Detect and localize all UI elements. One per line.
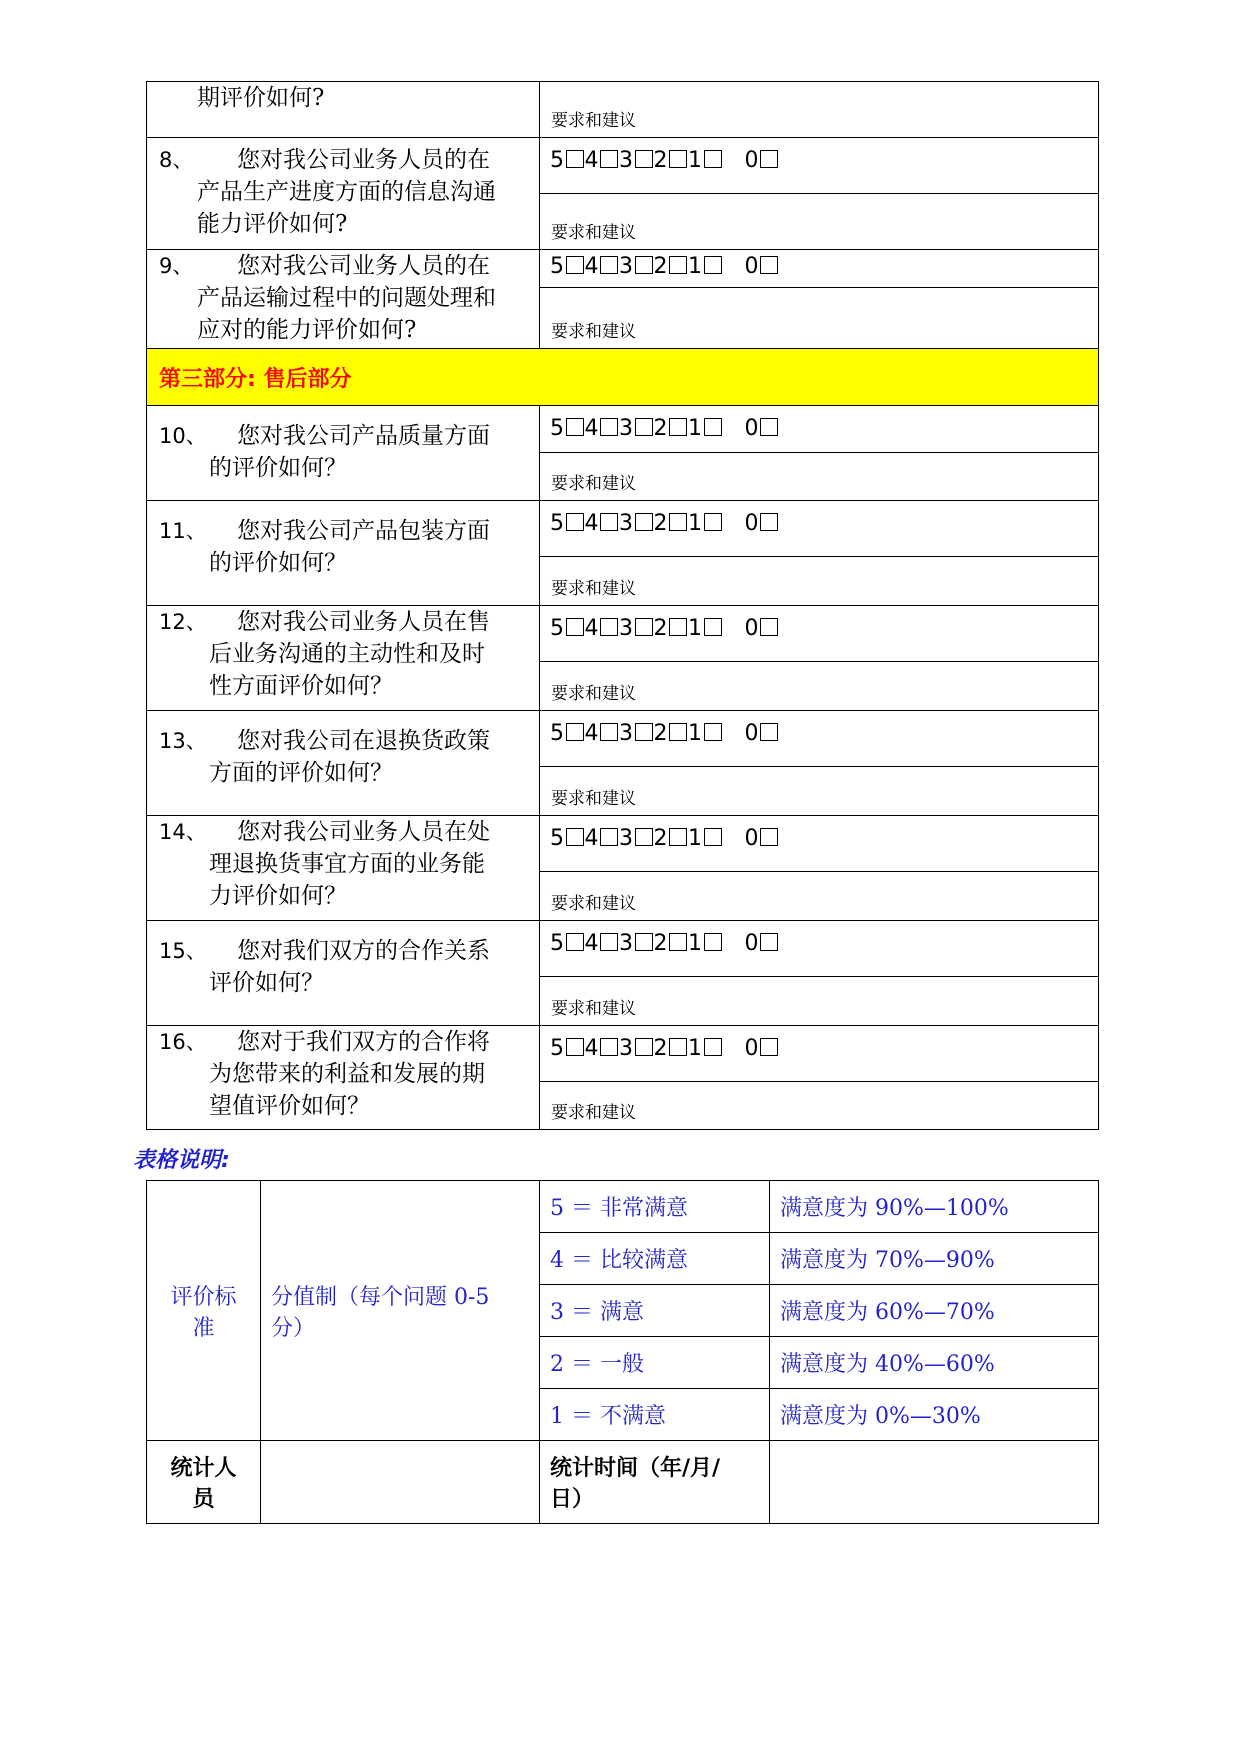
- rating-value: 4: [584, 148, 599, 173]
- rating-value: 5: [550, 826, 565, 851]
- rating-value: 2: [653, 416, 668, 441]
- rating-value: 5: [550, 721, 565, 746]
- question-text: 性方面评价如何？: [209, 673, 393, 699]
- question-cell: [147, 1026, 540, 1130]
- rating-value: 0: [744, 931, 759, 956]
- suggestion-label: 要求和建议: [551, 223, 636, 243]
- scoring-method: [261, 1181, 540, 1441]
- table-row: [147, 1441, 1099, 1524]
- stat-time-label: [540, 1441, 770, 1524]
- survey-table: [146, 81, 1099, 1130]
- legend-table: [146, 1180, 1099, 1524]
- score-level: 2 ＝ 一般: [540, 1337, 770, 1389]
- checkbox[interactable]: [669, 723, 687, 741]
- table-row: [147, 1181, 1099, 1233]
- rating-scale[interactable]: [540, 606, 1099, 662]
- rating-scale[interactable]: [540, 501, 1099, 557]
- checkbox[interactable]: [566, 513, 584, 531]
- suggestion-label: 要求和建议: [551, 322, 636, 342]
- question-text: 产品运输过程中的问题处理和: [197, 285, 496, 311]
- question-text: 您对我公司业务人员的在: [237, 253, 490, 279]
- question-number: 16、: [159, 1030, 207, 1054]
- checkbox[interactable]: [669, 618, 687, 636]
- checkbox[interactable]: [600, 256, 618, 274]
- rating-value: 2: [653, 254, 668, 279]
- checkbox[interactable]: [600, 828, 618, 846]
- checkbox[interactable]: [704, 513, 722, 531]
- checkbox[interactable]: [635, 933, 653, 951]
- checkbox[interactable]: [669, 828, 687, 846]
- rating-value: 4: [584, 721, 599, 746]
- score-level: 1 ＝ 不满意: [540, 1389, 770, 1441]
- question-text: 您对我公司在退换货政策: [237, 728, 490, 754]
- criteria-label-line: 准: [192, 1315, 215, 1341]
- rating-scale[interactable]: [540, 711, 1099, 767]
- question-text: 您对于我们双方的合作将: [237, 1029, 490, 1055]
- checkbox[interactable]: [669, 933, 687, 951]
- question-cell: [147, 606, 540, 711]
- stat-person-line: 统计人: [170, 1456, 237, 1481]
- suggestion-field[interactable]: [540, 767, 1099, 816]
- question-text: 应对的能力评价如何?: [197, 317, 417, 343]
- rating-value: 1: [688, 254, 703, 279]
- score-level: 4 ＝ 比较满意: [540, 1233, 770, 1285]
- suggestion-label: 要求和建议: [551, 1103, 636, 1123]
- checkbox[interactable]: [600, 418, 618, 436]
- question-number: 8、: [159, 148, 194, 172]
- suggestion-field[interactable]: [540, 872, 1099, 921]
- checkbox[interactable]: [669, 256, 687, 274]
- rating-value: 4: [584, 826, 599, 851]
- scoring-method-line: 分值制（每个问题 0-5: [271, 1284, 490, 1310]
- notes-title: 表格说明:: [133, 1148, 230, 1173]
- checkbox[interactable]: [760, 150, 778, 168]
- checkbox[interactable]: [669, 418, 687, 436]
- criteria-label: [147, 1181, 261, 1441]
- rating-value: 0: [744, 1036, 759, 1061]
- checkbox[interactable]: [669, 150, 687, 168]
- suggestion-field[interactable]: [540, 662, 1099, 711]
- checkbox[interactable]: [600, 723, 618, 741]
- rating-value: 5: [550, 511, 565, 536]
- checkbox[interactable]: [635, 723, 653, 741]
- checkbox[interactable]: [600, 513, 618, 531]
- criteria-label-line: 评价标: [170, 1284, 237, 1310]
- checkbox[interactable]: [566, 256, 584, 274]
- checkbox[interactable]: [760, 933, 778, 951]
- rating-scale[interactable]: [540, 921, 1099, 977]
- rating-value: 1: [688, 616, 703, 641]
- checkbox[interactable]: [566, 150, 584, 168]
- question-text: 您对我公司业务人员在处: [237, 819, 490, 845]
- rating-value: 0: [744, 416, 759, 441]
- checkbox[interactable]: [704, 723, 722, 741]
- checkbox[interactable]: [635, 513, 653, 531]
- rating-value: 2: [653, 616, 668, 641]
- satisfaction-range: 满意度为 60%—70%: [770, 1285, 1099, 1337]
- table-row: [147, 921, 1099, 977]
- rating-value: 3: [619, 721, 634, 746]
- rating-value: 5: [550, 148, 565, 173]
- rating-value: 0: [744, 721, 759, 746]
- checkbox[interactable]: [760, 256, 778, 274]
- table-row: [147, 606, 1099, 662]
- rating-value: 2: [653, 721, 668, 746]
- checkbox[interactable]: [760, 418, 778, 436]
- table-row: [147, 406, 1099, 453]
- rating-scale[interactable]: [540, 816, 1099, 872]
- satisfaction-range: 满意度为 70%—90%: [770, 1233, 1099, 1285]
- checkbox[interactable]: [600, 1038, 618, 1056]
- stat-person-field[interactable]: [261, 1441, 540, 1524]
- rating-value: 3: [619, 616, 634, 641]
- checkbox[interactable]: [704, 933, 722, 951]
- question-text: 的评价如何？: [209, 550, 347, 576]
- rating-value: 1: [688, 721, 703, 746]
- rating-value: 2: [653, 826, 668, 851]
- suggestion-field[interactable]: [540, 453, 1099, 501]
- table-row: [147, 1026, 1099, 1082]
- checkbox[interactable]: [760, 1038, 778, 1056]
- stat-time-line: 统计时间（年/月/: [550, 1456, 721, 1481]
- table-row: [147, 82, 1099, 138]
- question-text: 理退换货事宜方面的业务能: [209, 851, 485, 877]
- rating-value: 0: [744, 254, 759, 279]
- table-row: [147, 711, 1099, 767]
- rating-value: 1: [688, 931, 703, 956]
- question-number: 15、: [159, 939, 207, 963]
- rating-value: 1: [688, 511, 703, 536]
- satisfaction-range: 满意度为 0%—30%: [770, 1389, 1099, 1441]
- rating-value: 4: [584, 254, 599, 279]
- table-row: [147, 816, 1099, 872]
- suggestion-label: 要求和建议: [551, 789, 636, 809]
- suggestion-label: 要求和建议: [551, 999, 636, 1019]
- checkbox[interactable]: [704, 150, 722, 168]
- suggestion-field[interactable]: [540, 977, 1099, 1026]
- question-number: 9、: [159, 254, 194, 278]
- question-number: 11、: [159, 519, 207, 543]
- checkbox[interactable]: [566, 828, 584, 846]
- section-title: 第三部分: 售后部分: [147, 349, 1099, 406]
- rating-value: 0: [744, 826, 759, 851]
- rating-value: 1: [688, 148, 703, 173]
- rating-value: 3: [619, 416, 634, 441]
- checkbox[interactable]: [760, 513, 778, 531]
- question-text: 评价如何？: [209, 970, 324, 996]
- question-text: 望值评价如何？: [209, 1093, 370, 1119]
- suggestion-label: 要求和建议: [551, 111, 636, 131]
- rating-value: 3: [619, 826, 634, 851]
- checkbox[interactable]: [566, 1038, 584, 1056]
- checkbox[interactable]: [635, 618, 653, 636]
- suggestion-field[interactable]: [540, 557, 1099, 606]
- question-cell: [147, 816, 540, 921]
- rating-value: 1: [688, 1036, 703, 1061]
- question-cell: [147, 406, 540, 501]
- satisfaction-range: 满意度为 40%—60%: [770, 1337, 1099, 1389]
- rating-value: 1: [688, 416, 703, 441]
- rating-value: 5: [550, 931, 565, 956]
- rating-value: 0: [744, 616, 759, 641]
- rating-value: 2: [653, 931, 668, 956]
- suggestion-field[interactable]: [540, 287, 1099, 348]
- rating-value: 0: [744, 511, 759, 536]
- table-row: [147, 501, 1099, 557]
- suggestion-field[interactable]: [540, 1082, 1099, 1130]
- score-level: 3 ＝ 满意: [540, 1285, 770, 1337]
- checkbox[interactable]: [760, 723, 778, 741]
- rating-scale[interactable]: [540, 1026, 1099, 1082]
- suggestion-field[interactable]: [540, 82, 1099, 138]
- checkbox[interactable]: [704, 256, 722, 274]
- section-header: [147, 349, 1099, 406]
- stat-person-label: [147, 1441, 261, 1524]
- table-row: [147, 250, 1099, 288]
- question-text: 方面的评价如何？: [209, 760, 393, 786]
- checkbox[interactable]: [566, 418, 584, 436]
- question-cell: [147, 138, 540, 250]
- checkbox[interactable]: [600, 618, 618, 636]
- question-text: 力评价如何？: [209, 883, 347, 909]
- rating-value: 3: [619, 1036, 634, 1061]
- rating-value: 2: [653, 511, 668, 536]
- rating-value: 3: [619, 931, 634, 956]
- question-text: 您对我们双方的合作关系: [237, 938, 490, 964]
- stat-person-line: 员: [192, 1487, 215, 1512]
- checkbox[interactable]: [566, 618, 584, 636]
- suggestion-label: 要求和建议: [551, 474, 636, 494]
- checkbox[interactable]: [635, 1038, 653, 1056]
- checkbox[interactable]: [704, 828, 722, 846]
- rating-value: 3: [619, 511, 634, 536]
- rating-value: 3: [619, 148, 634, 173]
- checkbox[interactable]: [635, 828, 653, 846]
- checkbox[interactable]: [635, 256, 653, 274]
- checkbox[interactable]: [704, 1038, 722, 1056]
- rating-value: 4: [584, 511, 599, 536]
- checkbox[interactable]: [635, 418, 653, 436]
- score-level: 5 ＝ 非常满意: [540, 1181, 770, 1233]
- question-text: 的评价如何？: [209, 455, 347, 481]
- rating-value: 5: [550, 616, 565, 641]
- checkbox[interactable]: [704, 618, 722, 636]
- rating-value: 4: [584, 931, 599, 956]
- stat-time-field[interactable]: [770, 1441, 1099, 1524]
- question-text: 您对我公司业务人员在售: [237, 609, 490, 635]
- rating-value: 3: [619, 254, 634, 279]
- checkbox[interactable]: [635, 150, 653, 168]
- checkbox[interactable]: [669, 1038, 687, 1056]
- question-text: 能力评价如何?: [197, 211, 348, 237]
- question-text: 后业务沟通的主动性和及时: [209, 641, 485, 667]
- question-number: 13、: [159, 729, 207, 753]
- question-text: 为您带来的利益和发展的期: [209, 1061, 485, 1087]
- question-number: 12、: [159, 610, 207, 634]
- checkbox[interactable]: [566, 723, 584, 741]
- rating-value: 5: [550, 416, 565, 441]
- checkbox[interactable]: [669, 513, 687, 531]
- rating-value: 4: [584, 416, 599, 441]
- rating-value: 0: [744, 148, 759, 173]
- question-text: 您对我公司业务人员的在: [237, 147, 490, 173]
- rating-value: 4: [584, 1036, 599, 1061]
- question-cell: [147, 82, 540, 138]
- rating-value: 1: [688, 826, 703, 851]
- question-number: 10、: [159, 424, 207, 448]
- suggestion-field[interactable]: [540, 194, 1099, 250]
- satisfaction-range: 满意度为 90%—100%: [770, 1181, 1099, 1233]
- table-row: [147, 138, 1099, 194]
- checkbox[interactable]: [704, 418, 722, 436]
- question-cell: [147, 711, 540, 816]
- question-text: 您对我公司产品质量方面: [237, 423, 490, 449]
- question-text: 您对我公司产品包装方面: [237, 518, 490, 544]
- rating-value: 4: [584, 616, 599, 641]
- question-cell: [147, 501, 540, 606]
- checkbox[interactable]: [600, 933, 618, 951]
- question-cell: [147, 921, 540, 1026]
- question-text: 产品生产进度方面的信息沟通: [197, 179, 496, 205]
- checkbox[interactable]: [566, 933, 584, 951]
- rating-scale[interactable]: [540, 138, 1099, 194]
- rating-value: 5: [550, 254, 565, 279]
- question-cell: [147, 250, 540, 349]
- question-number: 14、: [159, 820, 207, 844]
- rating-scale[interactable]: [540, 250, 1099, 288]
- question-text: 期评价如何?: [197, 85, 325, 111]
- suggestion-label: 要求和建议: [551, 579, 636, 599]
- checkbox[interactable]: [760, 828, 778, 846]
- checkbox[interactable]: [760, 618, 778, 636]
- rating-scale[interactable]: [540, 406, 1099, 453]
- rating-value: 2: [653, 148, 668, 173]
- checkbox[interactable]: [600, 150, 618, 168]
- suggestion-label: 要求和建议: [551, 894, 636, 914]
- rating-value: 2: [653, 1036, 668, 1061]
- suggestion-label: 要求和建议: [551, 684, 636, 704]
- scoring-method-line: 分）: [271, 1315, 316, 1341]
- stat-time-line: 日）: [550, 1487, 595, 1512]
- rating-value: 5: [550, 1036, 565, 1061]
